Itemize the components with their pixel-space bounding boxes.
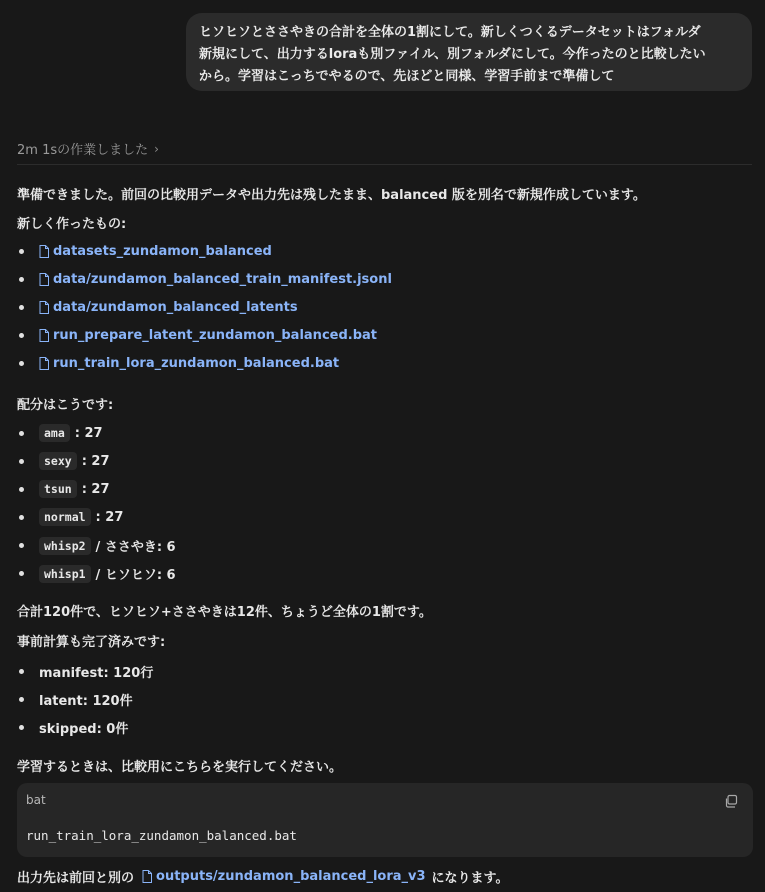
distribution-value: : 27 bbox=[81, 481, 110, 497]
user-message-line: から。学習はこっちでやるので、先ほどと同様、学習手前まで準備して bbox=[199, 69, 615, 84]
distribution-value: : 27 bbox=[95, 509, 124, 525]
list-item bbox=[17, 272, 392, 287]
copy-icon-graphic bbox=[723, 793, 739, 809]
list-item bbox=[17, 244, 272, 259]
file-link[interactable] bbox=[142, 869, 426, 884]
user-message-bubble bbox=[186, 13, 752, 91]
list-item bbox=[17, 328, 377, 343]
copy-icon[interactable] bbox=[723, 793, 739, 809]
final-text-before: 出力先は前回と別の bbox=[17, 871, 135, 886]
bullet-dot bbox=[19, 543, 24, 548]
bullet-dot bbox=[19, 333, 24, 338]
bullet-dot bbox=[19, 571, 24, 576]
file-icon bbox=[142, 870, 152, 883]
precompute-item: skipped: 0件 bbox=[39, 722, 129, 737]
response-intro: 準備できました。前回の比較用データや出力先は残したまま、balanced 版を別名で新規作成しています。 bbox=[17, 188, 646, 203]
file-icon bbox=[39, 245, 49, 258]
list-item bbox=[17, 662, 153, 681]
bullet-dot bbox=[19, 431, 24, 436]
inline-code: tsun bbox=[39, 480, 77, 498]
file-link-label: run_train_lora_zundamon_balanced.bat bbox=[53, 356, 340, 371]
bullet-dot bbox=[19, 249, 24, 254]
inline-code: whisp1 bbox=[39, 565, 91, 583]
file-icon bbox=[39, 301, 49, 314]
distribution-value: / ヒソヒソ: 6 bbox=[95, 568, 176, 583]
list-item bbox=[17, 480, 110, 498]
divider bbox=[17, 164, 752, 165]
user-message-line: 新規にして、出力するloraも別ファイル、別フォルダにして。今作ったのと比較したい bbox=[199, 47, 706, 62]
list-item bbox=[17, 452, 110, 470]
list-item bbox=[17, 564, 176, 583]
precompute-heading: 事前計算も完了済みです: bbox=[17, 635, 166, 650]
file-link[interactable] bbox=[39, 272, 392, 287]
file-link[interactable] bbox=[39, 328, 377, 343]
inline-code: ama bbox=[39, 424, 70, 442]
file-link[interactable] bbox=[39, 244, 272, 259]
bullet-dot bbox=[19, 725, 24, 730]
distribution-value: : 27 bbox=[74, 425, 103, 441]
user-message-line: ヒソヒソとささやきの合計を全体の1割にして。新しくつくるデータセットはフォルダ bbox=[199, 25, 701, 40]
bullet-dot bbox=[19, 487, 24, 492]
inline-code: sexy bbox=[39, 452, 77, 470]
code-language-label: bat bbox=[26, 793, 46, 807]
created-heading: 新しく作ったもの: bbox=[17, 217, 127, 232]
chevron-right-icon: › bbox=[154, 141, 159, 156]
distribution-heading: 配分はこうです: bbox=[17, 398, 114, 413]
bullet-dot bbox=[19, 459, 24, 464]
file-link-label: outputs/zundamon_balanced_lora_v3 bbox=[156, 869, 426, 884]
inline-code: normal bbox=[39, 508, 91, 526]
bullet-dot bbox=[19, 305, 24, 310]
list-item bbox=[17, 690, 133, 709]
code-block bbox=[17, 783, 753, 857]
bullet-dot bbox=[19, 361, 24, 366]
list-item bbox=[17, 718, 128, 737]
file-link-label: data/zundamon_balanced_latents bbox=[53, 300, 298, 315]
file-link[interactable] bbox=[39, 300, 298, 315]
file-icon bbox=[39, 273, 49, 286]
list-item bbox=[17, 536, 176, 555]
bullet-dot bbox=[19, 669, 24, 674]
file-link-label: datasets_zundamon_balanced bbox=[53, 244, 272, 259]
file-icon bbox=[39, 357, 49, 370]
file-link-label: run_prepare_latent_zundamon_balanced.bat bbox=[53, 328, 377, 343]
bullet-dot bbox=[19, 697, 24, 702]
precompute-item: manifest: 120行 bbox=[39, 666, 154, 681]
inline-code: whisp2 bbox=[39, 537, 91, 555]
final-text-after: になります。 bbox=[431, 871, 509, 886]
thinking-label: 2m 1sの作業しました bbox=[17, 143, 149, 158]
total-line: 合計120件で、ヒソヒソ+ささやきは12件、ちょうど全体の1割です。 bbox=[17, 605, 432, 620]
precompute-item: latent: 120件 bbox=[39, 694, 133, 709]
bullet-dot bbox=[19, 277, 24, 282]
bullet-dot bbox=[19, 515, 24, 520]
file-link-label: data/zundamon_balanced_train_manifest.jsonl bbox=[53, 272, 392, 287]
run-heading: 学習するときは、比較用にこちらを実行してください。 bbox=[17, 760, 343, 775]
thinking-toggle[interactable] bbox=[17, 139, 159, 158]
list-item bbox=[17, 300, 298, 315]
distribution-value: / ささやき: 6 bbox=[95, 540, 176, 555]
final-line bbox=[17, 867, 509, 886]
distribution-value: : 27 bbox=[81, 453, 110, 469]
list-item bbox=[17, 424, 103, 442]
list-item bbox=[17, 508, 123, 526]
code-content: run_train_lora_zundamon_balanced.bat bbox=[26, 828, 297, 843]
file-icon bbox=[39, 329, 49, 342]
file-link[interactable] bbox=[39, 356, 339, 371]
list-item bbox=[17, 356, 339, 371]
